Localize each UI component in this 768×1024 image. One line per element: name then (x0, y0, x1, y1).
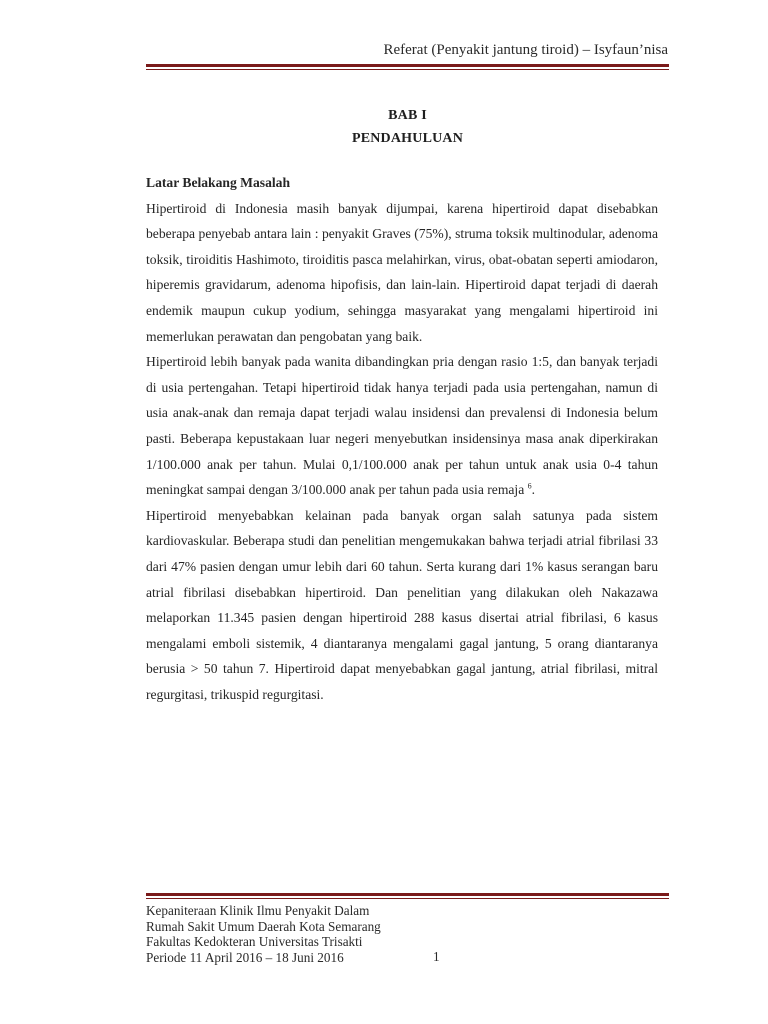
chapter-title: PENDAHULUAN (351, 131, 464, 146)
page-number: 1 (433, 949, 440, 964)
footer-line-hospital: Rumah Sakit Umum Daerah Kota Semarang (146, 918, 381, 934)
header-rule-thick (146, 64, 669, 67)
footer-rule-thick (146, 893, 669, 896)
footer-line-faculty: Fakultas Kedokteran Universitas Trisakti (146, 934, 363, 949)
body-text (146, 170, 658, 707)
citation-superscript: 6 (527, 481, 532, 491)
footer-line-department: Kepaniteraan Klinik Ilmu Penyakit Dalam (146, 903, 370, 918)
section-heading: Latar Belakang Masalah (146, 175, 291, 190)
running-header: Referat (Penyakit jantung tiroid) – Isyfaun’nisa (383, 42, 668, 58)
header-rule-thin (146, 69, 669, 70)
paragraph-1: Hipertiroid di Indonesia masih banyak dijumpai, karena hipertiroid dapat disebabkan beberapa penyebab antara lain : penyakit Graves (75%), struma toksik multinodular, adenoma toksik, tiroiditis Hashimoto, tiroiditis pasca melahirkan, virus, obat-obatan seperti amiodaron, hiperemis gravidarum, adenoma hipofisis, dan lain-lain. Hipertiroid dapat terjadi di daerah endemik maupun cukup yodium, sehingga masyarakat yang mengalami hipertiroid ini memerlukan perawatan dan pengobatan yang baik. (146, 200, 658, 344)
paragraph-2 (146, 349, 658, 503)
footer (146, 903, 446, 965)
footer-rule-thin (146, 898, 669, 899)
footer-line-period: Periode 11 April 2016 – 18 Juni 2016 (146, 949, 344, 965)
paragraph-2-text: Hipertiroid lebih banyak pada wanita dibandingkan pria dengan rasio 1:5, dan banyak terjadi di usia pertengahan. Tetapi hipertiroid tidak hanya terjadi pada usia pertengahan, namun di usia anak-anak dan remaja dapat terjadi walau insidensi dan prevalensi di Indonesia belum pasti. Beberapa kepustakaan luar negeri menyebutkan insidensinya masa anak diperkirakan 1/100.000 anak per tahun. Mulai 0,1/100.000 anak per tahun untuk anak usia 0-4 tahun meningkat sampai dengan 3/100.000 anak per tahun pada usia remaja (146, 354, 658, 498)
chapter-number: BAB I (388, 108, 427, 123)
paragraph-2-end: . (531, 482, 536, 498)
paragraph-3: Hipertiroid menyebabkan kelainan pada banyak organ salah satunya pada sistem kardiovaskular. Beberapa studi dan penelitian mengemukakan bahwa terjadi atrial fibrilasi 33 dari 47% pasien dengan umur lebih dari 60 tahun. Serta kurang dari 1% kasus serangan baru atrial fibrilasi disebabkan hipertiroid. Dan penelitian yang dilakukan oleh Nakazawa melaporkan 11.345 pasien dengan hipertiroid 288 kasus disertai atrial fibrilasi, 6 kasus mengalami emboli sistemik, 4 diantaranya mengalami gagal jantung, 5 orang diantaranya berusia > 50 tahun 7. Hipertiroid dapat menyebabkan gagal jantung, atrial fibrilasi, mitral regurgitasi, trikuspid regurgitasi. (146, 507, 658, 702)
